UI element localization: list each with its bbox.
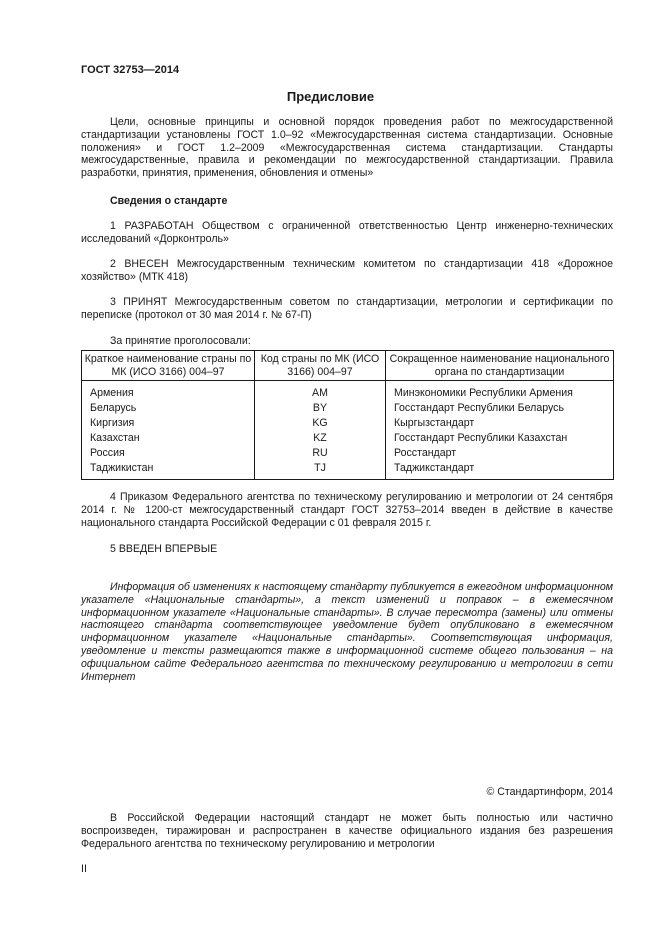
table-header-country: Краткое наименование страны по МК (ИСО 3166) 004–97: [82, 351, 255, 381]
item-1-paragraph: 1 РАЗРАБОТАН Обществом с ограниченной ответственностью Центр инженерно-технических исследований «Дорконтроль»: [81, 220, 613, 245]
document-header: ГОСТ 32753—2014: [81, 64, 180, 76]
country-cell: Россия: [82, 446, 255, 461]
country-cell: Армения: [82, 381, 255, 402]
item-2-paragraph: 2 ВНЕСЕН Межгосударственным техническим комитетом по стандартизации 418 «Дорожное хозяйство» (МТК 418): [81, 258, 613, 283]
code-cell: KG: [255, 416, 386, 431]
info-paragraph: Информация об изменениях к настоящему стандарту публикуется в ежегодном информационном указателе «Национальные стандарты», а текст изменений и поправок – в ежемесячном информационном указателе «Национальные стандарты». В случае пересмотра (замены) или отмены настоящего стандарта соответствующее уведомление будет опубликовано в ежемесячном информационном указателе «Национальные стандарты». Соответствующая информация, уведомление и тексты размещаются также в информационной системе общего пользования – на официальном сайте Федерального агентства по техническому регулированию и метрологии в сети Интернет: [81, 581, 613, 683]
table-header-body: Сокращенное наименование национального органа по стандартизации: [386, 351, 614, 381]
country-cell: Казахстан: [82, 431, 255, 446]
code-cell: KZ: [255, 431, 386, 446]
country-cell: Киргизия: [82, 416, 255, 431]
section-subheading: Сведения о стандарте: [110, 195, 228, 207]
table-header-code: Код страны по МК (ИСО 3166) 004–97: [255, 351, 386, 381]
item-4-paragraph: 4 Приказом Федерального агентства по техническому регулированию и метрологии от 24 сентября 2014 г. № 1200-ст межгосударственный стандарт ГОСТ 32753–2014 введен в действие в качестве национального стандарта Российской Федерации с 01 февраля 2015 г.: [81, 491, 613, 529]
page-number: II: [81, 863, 87, 875]
country-cell: Беларусь: [82, 401, 255, 416]
voting-table: [81, 350, 614, 480]
table-header-row: [82, 351, 614, 381]
body-cell: Госстандарт Республики Беларусь: [386, 401, 614, 416]
body-cell: Госстандарт Республики Казахстан: [386, 431, 614, 446]
page-title: Предисловие: [286, 89, 375, 104]
table-row: [82, 431, 614, 446]
code-cell: BY: [255, 401, 386, 416]
code-cell: TJ: [255, 461, 386, 480]
intro-paragraph: Цели, основные принципы и основной порядок проведения работ по межгосударственной стандартизации установлены ГОСТ 1.0–92 «Межгосударственная система стандартизации. Основные положения» и ГОСТ 1.2–2009 «Межгосударственная система стандартизации. Стандарты межгосударственные, правила и рекомендации по межгосударственной стандартизации. Правила разработки, принятия, применения, обновления и отмены»: [81, 116, 613, 180]
code-cell: RU: [255, 446, 386, 461]
item-3-paragraph: 3 ПРИНЯТ Межгосударственным советом по стандартизации, метрологии и сертификации по переписке (протокол от 30 мая 2014 г. № 67-П): [81, 296, 613, 321]
body-cell: Таджикстандарт: [386, 461, 614, 480]
reproduction-notice: В Российской Федерации настоящий стандарт не может быть полностью или частично воспроизведен, тиражирован и распространен в качестве официального издания без разрешения Федерального агентства по техническому регулированию и метрологии: [81, 812, 613, 850]
item-5-paragraph: 5 ВВЕДЕН ВПЕРВЫЕ: [110, 543, 218, 555]
body-cell: Минэкономики Республики Армения: [386, 381, 614, 402]
table-row: [82, 461, 614, 480]
table-row: [82, 401, 614, 416]
table-row: [82, 416, 614, 431]
body-cell: Кыргызстандарт: [386, 416, 614, 431]
code-cell: AM: [255, 381, 386, 402]
table-row: [82, 381, 614, 402]
country-cell: Таджикистан: [82, 461, 255, 480]
copyright-line: © Стандартинформ, 2014: [486, 786, 613, 798]
body-cell: Росстандарт: [386, 446, 614, 461]
vote-label: За принятие проголосовали:: [110, 335, 251, 347]
table-row: [82, 446, 614, 461]
